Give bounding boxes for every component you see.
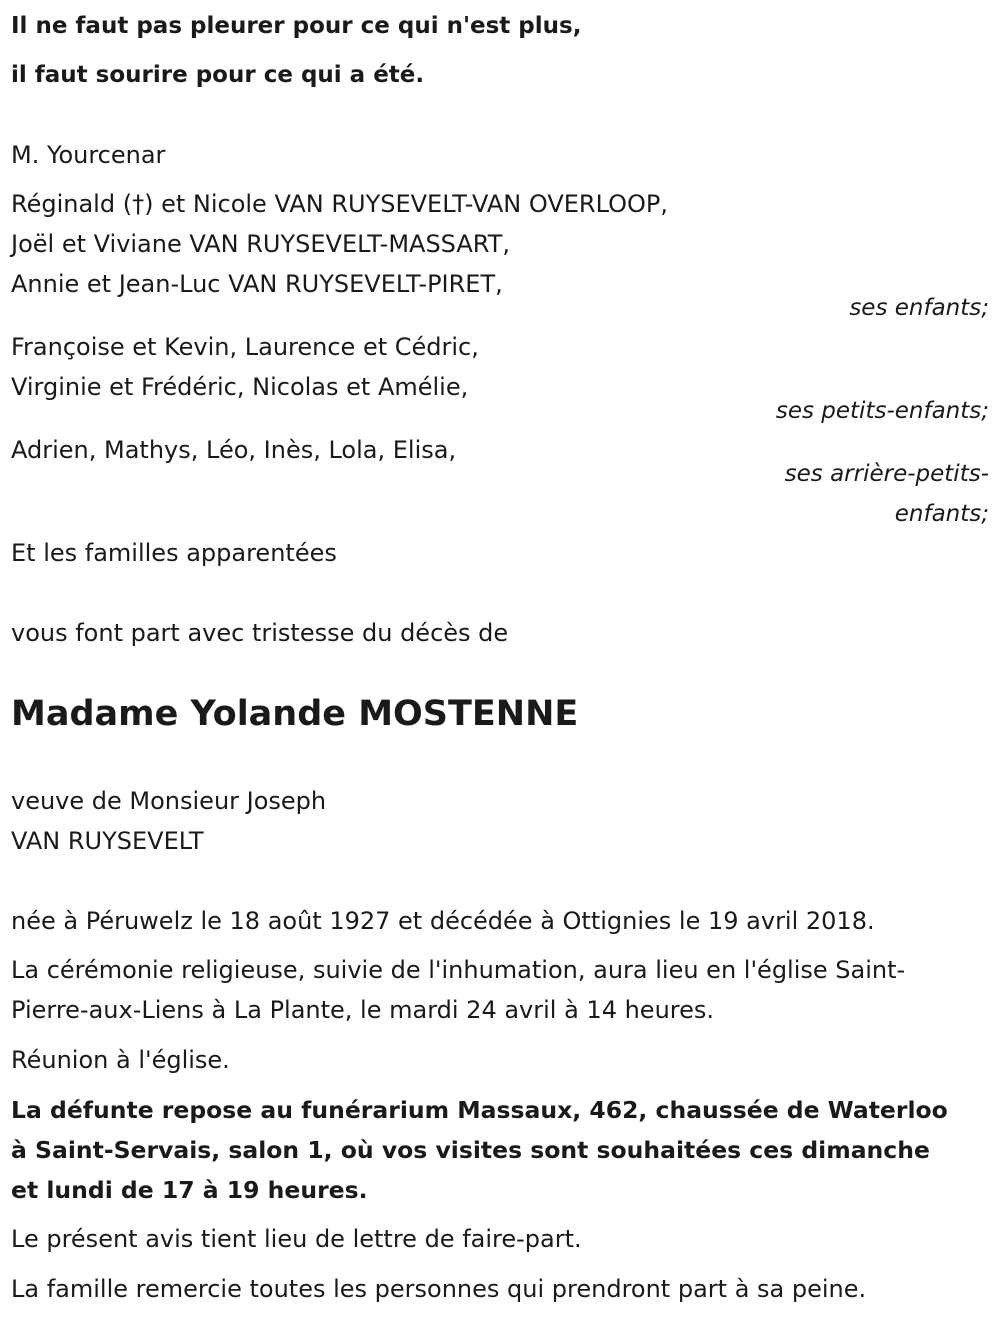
funerarium-line-1: La défunte repose au funérarium Massaux, 462, chaussée de Waterloo — [11, 1096, 948, 1124]
birth-death-line: née à Péruwelz le 18 août 1927 et décédée à Ottignies le 19 avril 2018. — [11, 907, 875, 935]
children-line-3: Annie et Jean-Luc VAN RUYSEVELT-PIRET, — [11, 270, 503, 298]
funerarium-line-2: à Saint-Servais, salon 1, où vos visites sont souhaitées ces dimanche — [11, 1136, 930, 1164]
children-line-2: Joël et Viviane VAN RUYSEVELT-MASSART, — [11, 230, 510, 258]
children-line-1: Réginald (†) et Nicole VAN RUYSEVELT-VAN OVERLOOP, — [11, 190, 668, 218]
grandchildren-role: ses petits-enfants; — [775, 398, 989, 424]
ceremony-line-2: Pierre-aux-Liens à La Plante, le mardi 24 avril à 14 heures. — [11, 996, 715, 1024]
children-role: ses enfants; — [849, 295, 989, 321]
notice-line: Le présent avis tient lieu de lettre de faire-part. — [11, 1225, 582, 1253]
ceremony-line-1: La cérémonie religieuse, suivie de l'inhumation, aura lieu en l'église Saint- — [11, 956, 906, 984]
quote-line-2: il faut sourire pour ce qui a été. — [11, 62, 425, 88]
great-grandchildren-line: Adrien, Mathys, Léo, Inès, Lola, Elisa, — [11, 436, 457, 464]
grandchildren-line-1: Françoise et Kevin, Laurence et Cédric, — [11, 333, 479, 361]
families-line: Et les familles apparentées — [11, 539, 337, 567]
great-grandchildren-role-1: ses arrière-petits- — [784, 461, 989, 487]
great-grandchildren-role-2: enfants; — [894, 501, 989, 527]
spouse-line-1: veuve de Monsieur Joseph — [11, 787, 327, 815]
funerarium-line-3: et lundi de 17 à 19 heures. — [11, 1176, 368, 1204]
announce-line: vous font part avec tristesse du décès de — [11, 619, 509, 647]
quote-line-1: Il ne faut pas pleurer pour ce qui n'est plus, — [11, 13, 582, 39]
quote-author: M. Yourcenar — [11, 141, 166, 169]
spouse-line-2: VAN RUYSEVELT — [11, 827, 204, 855]
meeting-line: Réunion à l'église. — [11, 1046, 230, 1074]
deceased-name: Madame Yolande MOSTENNE — [11, 694, 579, 734]
grandchildren-line-2: Virginie et Frédéric, Nicolas et Amélie, — [11, 373, 469, 401]
thanks-line: La famille remercie toutes les personnes qui prendront part à sa peine. — [11, 1275, 867, 1303]
